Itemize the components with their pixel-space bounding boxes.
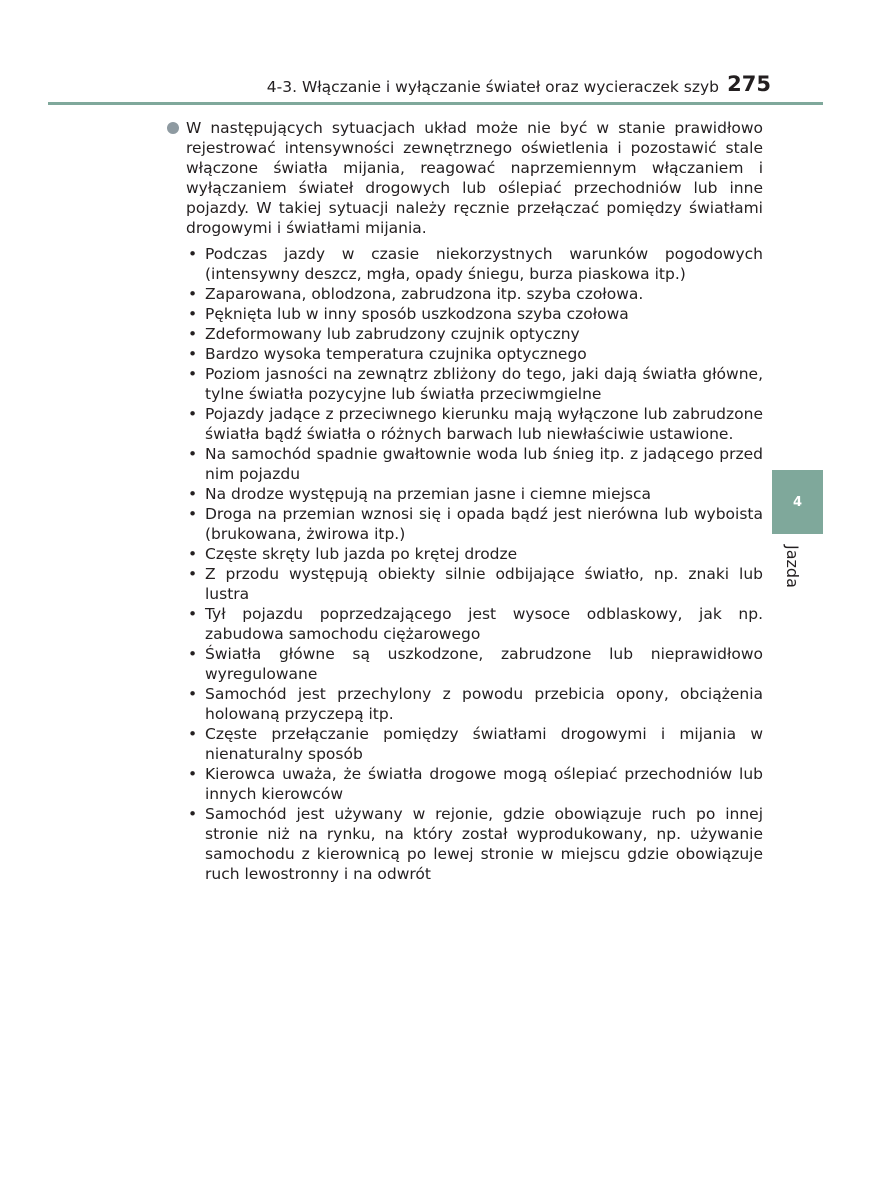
- list-item-text: Częste przełączanie pomiędzy światłami drogowymi i mijania w nienaturalny sposób: [205, 725, 763, 763]
- list-item-text: Poziom jasności na zewnątrz zbliżony do tego, jaki dają światła główne, tylne światła pozycyjne lub światła przeciwmgielne: [205, 365, 763, 403]
- bullet-dot-icon: •: [188, 805, 198, 823]
- bullet-dot-icon: •: [188, 545, 198, 563]
- list-item: [186, 324, 763, 344]
- bullet-dot-icon: •: [188, 285, 198, 303]
- list-item-text: Na drodze występują na przemian jasne i ciemne miejsca: [205, 485, 652, 503]
- main-content: [166, 118, 763, 884]
- bullet-dot-icon: •: [188, 325, 198, 343]
- list-item-text: Częste skręty lub jazda po krętej drodze: [205, 545, 518, 563]
- bullet-dot-icon: •: [188, 345, 198, 363]
- bullet-dot-icon: •: [188, 605, 198, 623]
- list-item-text: Na samochód spadnie gwałtownie woda lub śnieg itp. z jadącego przed nim pojazdu: [205, 445, 763, 483]
- circle-bullet-icon: [167, 122, 179, 134]
- chapter-number: 4: [792, 495, 803, 510]
- chapter-label: Jazda: [783, 545, 802, 588]
- list-item-text: Samochód jest używany w rejonie, gdzie obowiązuje ruch po innej stronie niż na rynku, na który został wyprodukowany, np. używanie samochodu z kierownicą po lewej stronie w miejscu gdzie obowiązuje ruch lewostronny i na odwrót: [205, 805, 763, 883]
- bullet-dot-icon: •: [188, 245, 198, 263]
- list-item: [186, 804, 763, 884]
- list-item: [186, 284, 763, 304]
- list-item-text: Tył pojazdu poprzedzającego jest wysoce odblaskowy, jak np. zabudowa samochodu ciężarowego: [205, 605, 763, 643]
- page-number: 275: [727, 72, 771, 96]
- bullet-dot-icon: •: [188, 305, 198, 323]
- list-item-text: Pojazdy jadące z przeciwnego kierunku mają wyłączone lub zabrudzone światła bądź światła o różnych barwach lub niewłaściwie ustawione.: [205, 405, 763, 443]
- intro-text: W następujących sytuacjach układ może nie być w stanie prawidłowo rejestrować intensywności zewnętrznego oświetlenia i pozostawić stale włączone światła mijania, reagować naprzemiennym włączaniem i wyłączaniem świateł drogowych lub oślepiać przechodniów lub inne pojazdy. W takiej sytuacji należy ręcznie przełączać pomiędzy światłami drogowymi i światłami mijania.: [186, 119, 763, 237]
- list-item: [186, 544, 763, 564]
- list-item: [186, 364, 763, 404]
- list-item: [186, 724, 763, 764]
- list-item-text: Zaparowana, oblodzona, zabrudzona itp. szyba czołowa.: [205, 285, 644, 303]
- list-item: [186, 404, 763, 444]
- list-item-text: Kierowca uważa, że światła drogowe mogą oślepiać przechodniów lub innych kierowców: [205, 765, 763, 803]
- list-item: [186, 564, 763, 604]
- list-item-text: Z przodu występują obiekty silnie odbijające światło, np. znaki lub lustra: [205, 565, 763, 603]
- list-item-text: Samochód jest przechylony z powodu przebicia opony, obciążenia holowaną przyczepą itp.: [205, 685, 763, 723]
- bullet-dot-icon: •: [188, 405, 198, 423]
- chapter-tab: [772, 470, 823, 534]
- list-item: [186, 644, 763, 684]
- list-item: [186, 244, 763, 284]
- situation-list: [166, 244, 763, 884]
- list-item: [186, 444, 763, 484]
- list-item: [186, 484, 763, 504]
- bullet-dot-icon: •: [188, 445, 198, 463]
- bullet-dot-icon: •: [188, 645, 198, 663]
- bullet-dot-icon: •: [188, 765, 198, 783]
- bullet-dot-icon: •: [188, 685, 198, 703]
- list-item-text: Zdeformowany lub zabrudzony czujnik optyczny: [205, 325, 580, 343]
- list-item: [186, 764, 763, 804]
- list-item-text: Droga na przemian wznosi się i opada bądź jest nierówna lub wyboista (brukowana, żwirowa itp.): [205, 505, 763, 543]
- bullet-dot-icon: •: [188, 485, 198, 503]
- list-item-text: Podczas jazdy w czasie niekorzystnych warunków pogodowych (intensywny deszcz, mgła, opady śniegu, burza piaskowa itp.): [205, 245, 763, 283]
- bullet-dot-icon: •: [188, 505, 198, 523]
- list-item: [186, 684, 763, 724]
- section-title: 4-3. Włączanie i wyłączanie świateł oraz wycieraczek szyb: [266, 78, 719, 96]
- list-item-text: Pęknięta lub w inny sposób uszkodzona szyba czołowa: [205, 305, 629, 323]
- intro-paragraph: [166, 118, 763, 238]
- bullet-dot-icon: •: [188, 725, 198, 743]
- bullet-dot-icon: •: [188, 565, 198, 583]
- page-header: [48, 70, 823, 105]
- list-item: [186, 304, 763, 324]
- list-item: [186, 504, 763, 544]
- list-item: [186, 344, 763, 364]
- list-item: [186, 604, 763, 644]
- list-item-text: Bardzo wysoka temperatura czujnika optycznego: [205, 345, 587, 363]
- bullet-dot-icon: •: [188, 365, 198, 383]
- list-item-text: Światła główne są uszkodzone, zabrudzone lub nieprawidłowo wyregulowane: [205, 645, 763, 683]
